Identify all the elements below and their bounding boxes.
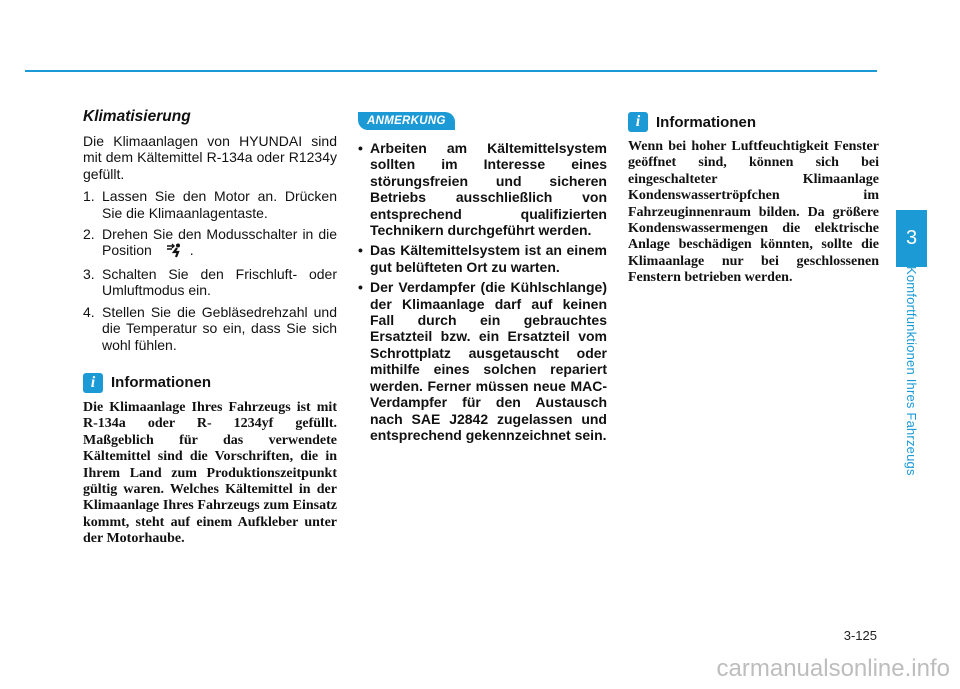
- column-middle: [358, 108, 607, 447]
- step-text: Stellen Sie die Gebläsedrehzahl und die Temperatur so ein, dass Sie sich wohl fühlen.: [102, 303, 337, 353]
- note-item: • Das Kältemittelsystem ist an einem gut belüfteten Ort zu warten.: [358, 242, 607, 275]
- step-number: 3.: [83, 265, 95, 282]
- step-item: [83, 188, 337, 221]
- header-rule: [25, 70, 877, 72]
- info-header: [83, 373, 337, 393]
- info-title: Informationen: [656, 113, 756, 131]
- step-number: 2.: [83, 226, 95, 243]
- info-icon: i: [628, 112, 648, 132]
- step-text: Lassen Sie den Motor an. Drücken Sie die Klimaanlagentaste.: [102, 188, 337, 221]
- step-number: 4.: [83, 303, 95, 320]
- info-title: Informationen: [111, 374, 211, 392]
- column-right: [628, 108, 879, 287]
- info-body: Die Klimaanlage Ihres Fahrzeugs ist mit R-134a oder R- 1234yf gefüllt. Maßgeblich für das verwendete Kältemittel sind die Vorschriften, die in Ihrem Land zum Produktionszeitpunkt gültig waren. Welches Kältemittel in der Klimaanlage Ihres Fahrzeugs zum Einsatz kommt, steht auf einem Aufkleber unter der Motorhaube.: [83, 399, 337, 547]
- step-item: [83, 304, 337, 353]
- step-text: Schalten Sie den Frischluft- oder Umluftmodus ein.: [102, 265, 337, 299]
- vent-mode-icon: [166, 243, 184, 261]
- step-item: [83, 266, 337, 299]
- section-intro: Die Klimaanlagen von HYUNDAI sind mit dem Kältemittel R-134a oder R1234y gefüllt.: [83, 133, 337, 182]
- steps-list: [83, 188, 337, 353]
- section-title: Klimatisierung: [83, 108, 191, 125]
- chapter-number: 3: [896, 210, 927, 267]
- page-number: 3-125: [843, 628, 877, 643]
- watermark: carmanualsonline.info: [716, 655, 950, 682]
- note-label: ANMERKUNG: [358, 112, 455, 130]
- note-list: [358, 140, 607, 443]
- step-suffix: .: [189, 242, 194, 259]
- chapter-title: Komfortfunktionen Ihres Fahrzeugs: [904, 266, 919, 476]
- info-header: [628, 112, 879, 132]
- info-body: Wenn bei hoher Luftfeuchtigkeit Fenster geöffnet sind, können sich bei eingeschalteter Klimaanlage Kondenswassertröpfchen im Fahrzeuginnenraum bilden. Da größere Kondenswassermengen die elektrische Anlage beschädigen könnten, sollte die Klimaanlage nur bei geschlossenen Fenstern betrieben werden.: [628, 139, 879, 286]
- step-text: Drehen Sie den Modusschalter in die Position: [102, 226, 337, 259]
- note-item: • Arbeiten am Kältemittelsystem sollten im Interesse eines störungsfreien und sicheren Betriebs ausschließlich von entsprechend qualifizierten Technikern durchgeführt werden.: [358, 140, 607, 238]
- step-item: [83, 226, 337, 261]
- info-icon: i: [83, 373, 103, 393]
- column-left: [83, 108, 337, 548]
- note-item: • Der Verdampfer (die Kühlschlange) der Klimaanlage darf auf keinen Fall durch ein gebrauchtes Ersatzteil bzw. ein Ersatzteil vom Schrottplatz ausgetauscht oder mithilfe eines solchen repariert werden. Ferner müssen neue MAC-Verdampfer für den Austausch nach SAE J2842 zugelassen und entsprechend gekennzeichnet sein.: [358, 279, 607, 443]
- step-number: 1.: [83, 188, 95, 205]
